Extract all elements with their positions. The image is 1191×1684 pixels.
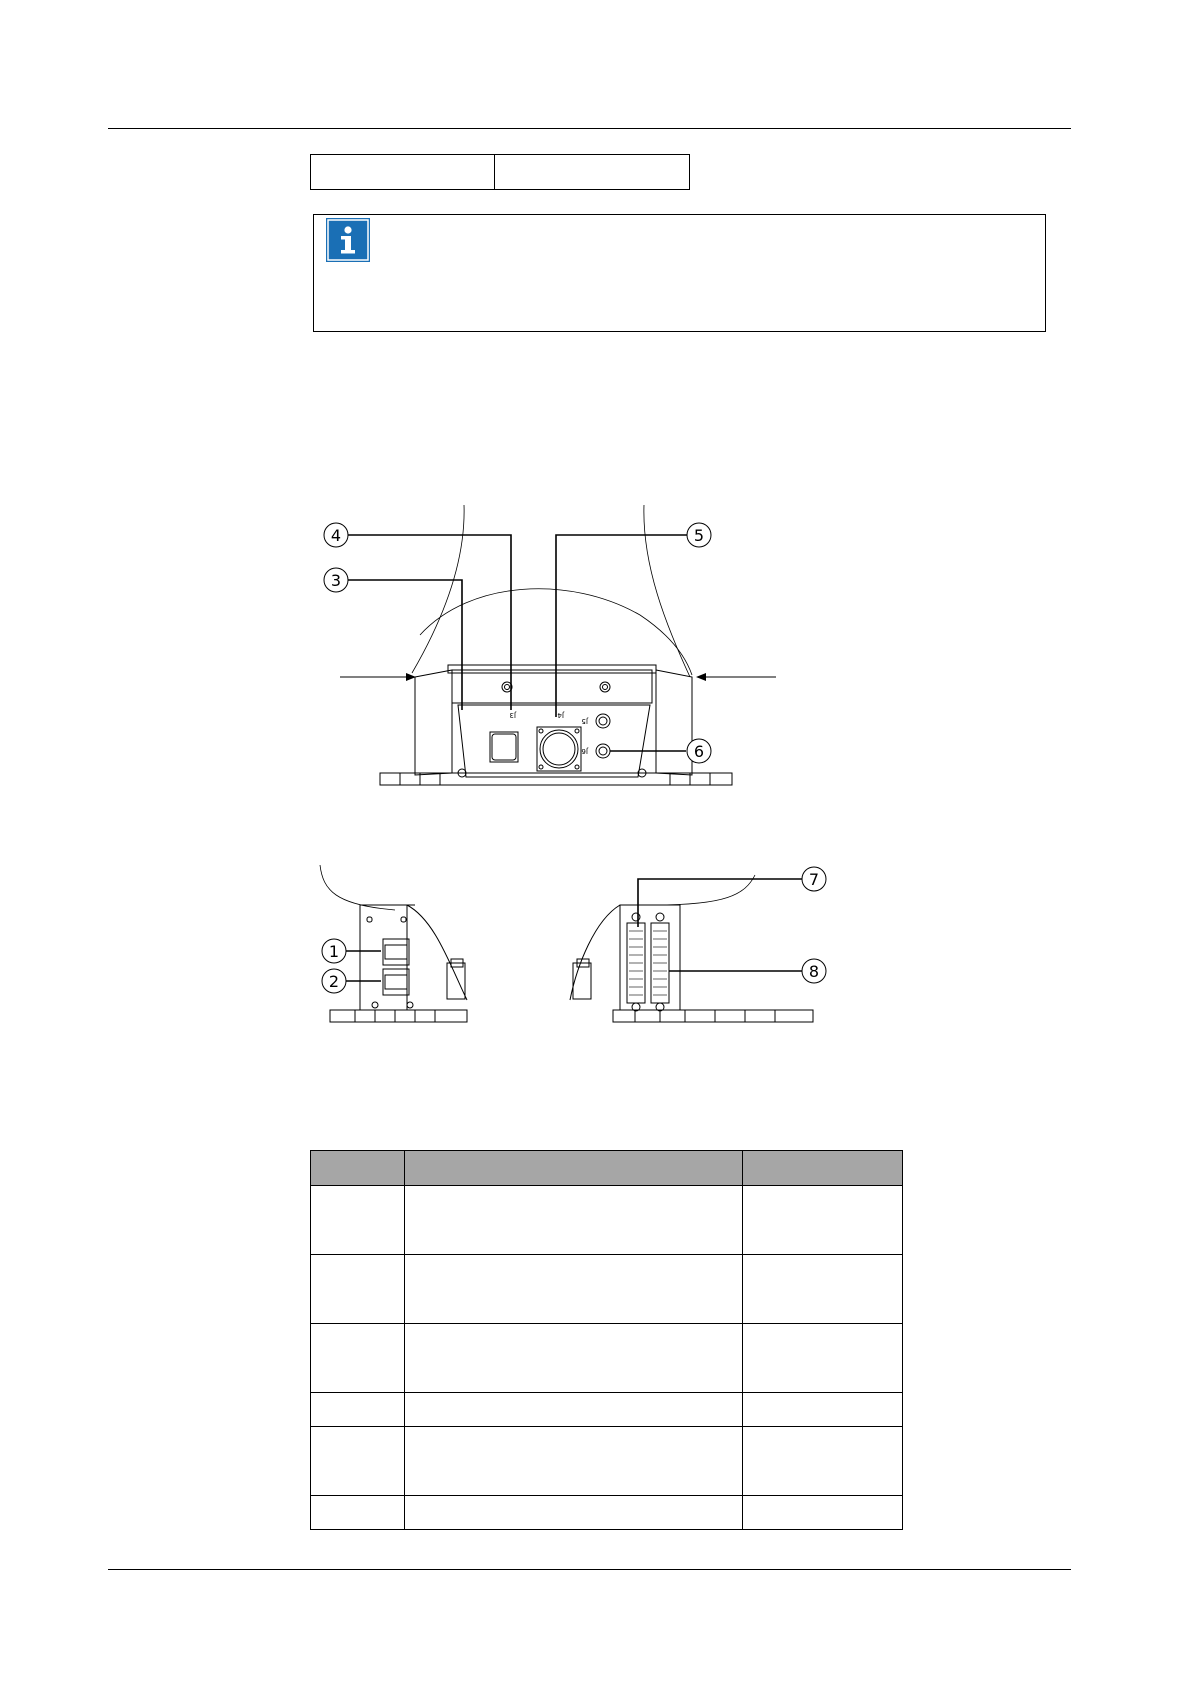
table-cell (405, 1393, 743, 1427)
table-cell (311, 1186, 405, 1255)
connector-table (310, 1150, 903, 1530)
revision-table-cell (311, 155, 495, 190)
table-header-cell (311, 1151, 405, 1186)
table-row (311, 1186, 903, 1255)
table-row (311, 1427, 903, 1496)
svg-text:J3: J3 (509, 711, 516, 719)
table-row (311, 1393, 903, 1427)
revision-table-cell (495, 155, 690, 190)
table-row (311, 1255, 903, 1324)
callout-7: 7 (808, 870, 820, 889)
callout-6: 6 (693, 742, 705, 761)
callout-3: 3 (330, 571, 342, 590)
info-note-box (313, 214, 1046, 332)
footer-rule (108, 1569, 1071, 1570)
table-cell (311, 1427, 405, 1496)
table-cell (743, 1186, 903, 1255)
table-header-cell (405, 1151, 743, 1186)
callout-2: 2 (328, 972, 340, 991)
table-cell (405, 1255, 743, 1324)
table-cell (405, 1427, 743, 1496)
header-rule (108, 128, 1071, 129)
callout-4: 4 (330, 526, 342, 545)
svg-text:J5: J5 (581, 717, 588, 725)
table-cell (743, 1427, 903, 1496)
table-cell (743, 1393, 903, 1427)
callout-1: 1 (328, 942, 340, 961)
table-row (311, 1496, 903, 1530)
base-front-view-figure (320, 505, 800, 805)
table-cell (743, 1255, 903, 1324)
svg-text:J6: J6 (581, 747, 588, 755)
info-icon (326, 218, 370, 262)
table-row (311, 1324, 903, 1393)
callout-5: 5 (693, 526, 705, 545)
table-header-cell (743, 1151, 903, 1186)
table-cell (743, 1496, 903, 1530)
table-cell (405, 1324, 743, 1393)
svg-text:J4: J4 (557, 711, 564, 719)
base-side-views-figure (315, 865, 835, 1025)
revision-table (310, 154, 690, 190)
table-cell (311, 1324, 405, 1393)
table-header-row (311, 1151, 903, 1186)
table-cell (311, 1496, 405, 1530)
table-cell (311, 1393, 405, 1427)
table-cell (405, 1496, 743, 1530)
table-cell (311, 1255, 405, 1324)
table-cell (405, 1186, 743, 1255)
callout-8: 8 (808, 962, 820, 981)
table-cell (743, 1324, 903, 1393)
